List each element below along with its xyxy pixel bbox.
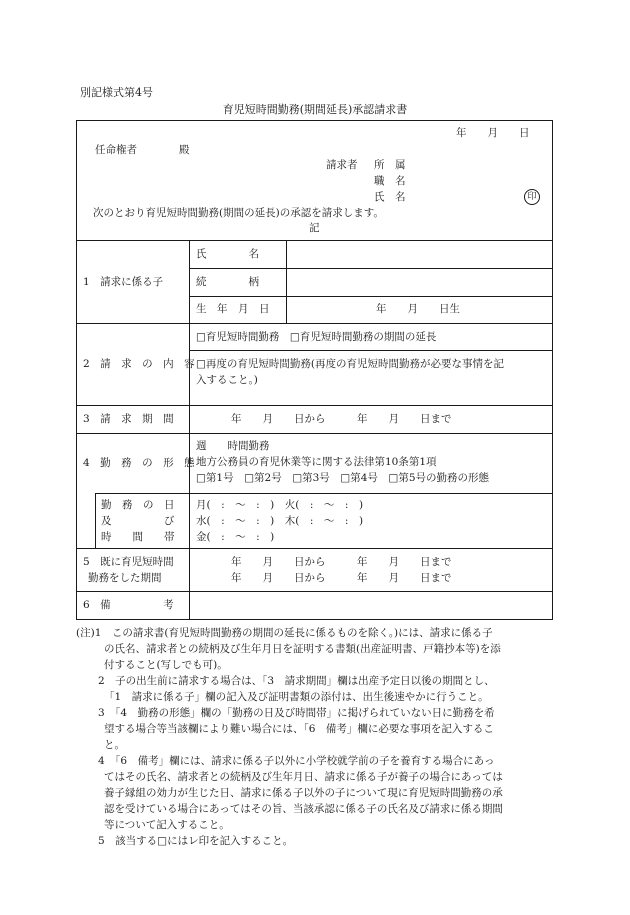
section1-label: 1 請求に係る子 <box>83 276 164 288</box>
section6-label: 6 備 考 <box>83 599 174 611</box>
row-divider <box>189 350 553 351</box>
request-option-1: □育児短時間勤務 □育児短時間勤務の期間の延長 <box>196 331 437 343</box>
dept-label: 所 属 <box>374 159 406 171</box>
row-divider <box>76 323 553 324</box>
section2-label: 2 請 求 の 内 容 <box>83 358 195 370</box>
row-divider <box>76 591 553 592</box>
request-period-value: 年 月 日から 年 月 日まで <box>231 413 452 425</box>
form-title: 育児短時間勤務(期間延長)承認請求書 <box>222 103 408 116</box>
row-divider <box>189 296 553 297</box>
note-line: (注)1 この請求書(育児短時間勤務の期間の延長に係るものを除く。)には、請求に係る子 <box>76 627 493 639</box>
note-line: 「1 請求に係る子」欄の記入及び証明書類の添付は、出生後速やかに行うこと。 <box>104 691 489 703</box>
row-divider <box>76 240 553 241</box>
name-label: 氏 名 <box>374 191 406 203</box>
note-line: 5 該当する□にはレ印を記入すること。 <box>98 835 294 847</box>
col-divider <box>189 240 190 620</box>
section3-label: 3 請 求 期 間 <box>83 413 174 425</box>
ki-mark: 記 <box>309 222 320 234</box>
note-line: 養子縁組の効力が生じた日、請求に係る子以外の子について現に育児短時間勤務の承 <box>104 787 503 799</box>
weekly-hours: 週 時間勤務 <box>196 440 270 452</box>
child-birth-label: 生 年 月 日 <box>196 303 270 315</box>
work-days-label-1: 勤 務 の 日 <box>101 499 175 511</box>
seal-mark: 印 <box>524 189 540 205</box>
child-name-label: 氏 名 <box>196 248 259 260</box>
work-days-row-2: 水( : 〜 : ) 木( : 〜 : ) <box>196 515 364 527</box>
date-field: 年 月 日 <box>456 127 530 139</box>
requester-label: 請求者 <box>326 159 358 171</box>
form-id: 別記様式第4号 <box>80 86 153 99</box>
row-divider <box>189 268 553 269</box>
note-line: 4 「6 備考」欄には、請求に係る子以外に小学校就学前の子を養育する場合にあっ <box>98 755 495 767</box>
note-line: 認を受けている場合にあってはその旨、当該承認に係る子の氏名及び請求に係る期間 <box>104 803 503 815</box>
child-birth-value: 年 月 日生 <box>376 303 460 315</box>
section5-label-1: 5 既に育児短時間 <box>83 556 174 568</box>
note-line: 3 「4 勤務の形態」欄の「勤務の日及び時間帯」に掲げられていない日に勤務を希 <box>98 707 495 719</box>
child-relation-label: 続 柄 <box>196 276 259 288</box>
intro-text: 次のとおり育児短時間勤務(期間の延長)の承認を請求します。 <box>93 207 384 219</box>
row-divider <box>76 433 553 434</box>
row-divider <box>95 493 553 494</box>
col-divider <box>95 493 96 548</box>
note-line: と。 <box>104 739 125 751</box>
section5-label-2: 勤務をした期間 <box>88 572 162 584</box>
note-line: 望する場合等当該欄により難い場合には、「6 備考」欄に必要な事項を記入するこ <box>104 723 494 735</box>
note-line: 付すること(写しでも可)。 <box>104 659 228 671</box>
law-reference: 地方公務員の育児休業等に関する法律第10条第1項 <box>196 456 437 468</box>
section4-label: 4 勤 務 の 形 態 <box>83 457 195 469</box>
position-label: 職 名 <box>374 175 406 187</box>
work-days-row-3: 金( : 〜 : ) <box>196 531 275 543</box>
past-period-1: 年 月 日から 年 月 日まで <box>231 556 452 568</box>
work-days-label-3: 時 間 帯 <box>101 531 175 543</box>
col-divider <box>286 240 287 323</box>
work-days-row-1: 月( : 〜 : ) 火( : 〜 : ) <box>196 499 364 511</box>
note-line: の氏名、請求者との続柄及び生年月日を証明する書類(出産証明書、戸籍抄本等)を添 <box>104 643 501 655</box>
note-line: 等について記入すること。 <box>104 819 230 831</box>
row-divider <box>76 405 553 406</box>
request-option-2-cont: 入すること。) <box>196 374 258 386</box>
work-form-options: □第1号 □第2号 □第3号 □第4号 □第5号の勤務の形態 <box>196 472 490 484</box>
row-divider <box>76 548 553 549</box>
request-option-2: □再度の育児短時間勤務(再度の育児短時間勤務が必要な事情を記 <box>196 358 505 370</box>
note-line: 2 子の出生前に請求する場合は、「3 請求期間」欄は出産予定日以後の期間とし、 <box>98 675 495 687</box>
note-line: てはその氏名、請求者との続柄及び生年月日、請求に係る子が養子の場合にあっては <box>104 771 503 783</box>
work-days-label-2: 及 び <box>101 515 175 527</box>
addressee: 任命権者 殿 <box>95 144 190 156</box>
past-period-2: 年 月 日から 年 月 日まで <box>231 572 452 584</box>
